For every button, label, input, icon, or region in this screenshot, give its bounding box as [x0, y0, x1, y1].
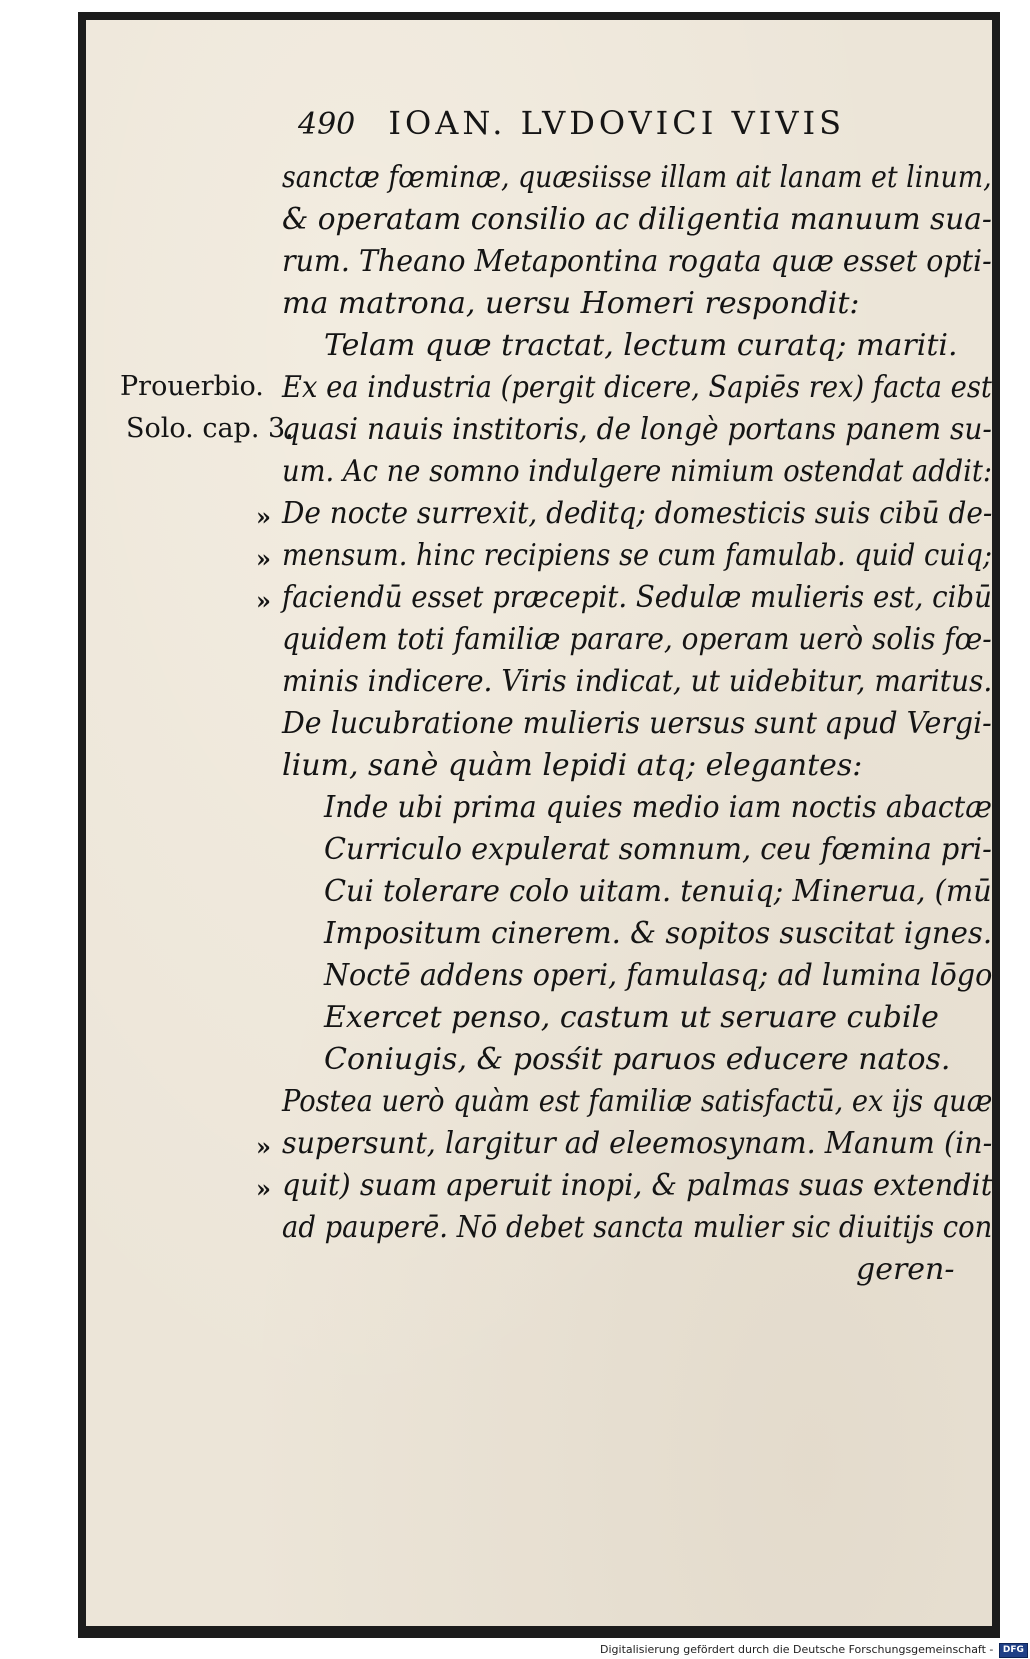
quote-mark: »: [256, 502, 271, 531]
verse-line: Curriculo expulerat somnum, ceu fœmina pri-: [324, 832, 992, 867]
verse-line: Impositum cinerem. & sopitos suscitat ignes.: [324, 916, 993, 951]
body-line: Ex ea industria (pergit dicere, Sapiēs rex) facta est: [282, 370, 992, 405]
body-line: mensum. hinc recipiens se cum famulab. quid cuiq;: [282, 538, 993, 573]
body-line: De nocte surrexit, deditq; domesticis suis cibū de-: [282, 496, 993, 531]
verse-line: Telam quæ tractat, lectum curatq; mariti.: [324, 328, 958, 363]
quote-mark: »: [256, 1174, 271, 1203]
body-line: quit) suam aperuit inopi, & palmas suas extendit: [282, 1168, 993, 1203]
quote-mark: »: [256, 544, 271, 573]
body-line: um. Ac ne somno indulgere nimium ostendat addit:: [282, 454, 993, 489]
body-line: supersunt, largitur ad eleemosynam. Manum (in-: [282, 1126, 993, 1161]
quote-mark: »: [256, 586, 271, 615]
digitization-credit: [600, 1641, 1024, 1659]
credit-text: Digitalisierung gefördert durch die Deutsche Forschungsgemeinschaft -: [600, 1643, 994, 1656]
running-head: [298, 104, 898, 142]
dfg-logo: DFG: [999, 1643, 1028, 1658]
catchword: geren-: [856, 1252, 955, 1287]
body-line: lium, sanè quàm lepidi atq; elegantes:: [282, 748, 863, 783]
body-line: ma matrona, uersu Homeri respondit:: [282, 286, 860, 321]
body-line: & operatam consilio ac diligentia manuum sua-: [282, 202, 992, 237]
body-line: Postea uerò quàm est familiæ satisfactū, ex ijs quæ: [282, 1084, 993, 1119]
verse-line: Inde ubi prima quies medio iam noctis abactæ: [324, 790, 992, 825]
body-line: minis indicere. Viris indicat, ut uidebitur, maritus.: [282, 664, 993, 699]
body-line: quidem toti familiæ parare, operam uerò solis fœ-: [282, 622, 992, 657]
verse-line: Coniugis, & posśit paruos educere natos.: [324, 1042, 951, 1077]
running-title: IOAN. LVDOVICI VIVIS: [388, 104, 845, 142]
body-line: quasi nauis institoris, de longè portans panem su-: [282, 412, 992, 447]
verse-line: Noctē addens operi, famulasq; ad lumina lōgo: [324, 958, 993, 993]
margin-gloss: Prouerbio.: [120, 371, 264, 402]
quote-mark: »: [256, 1132, 271, 1161]
margin-gloss: Solo. cap. 3.: [126, 413, 294, 444]
verse-line: Cui tolerare colo uitam. tenuiq; Minerua, (mū: [324, 874, 992, 909]
verse-line: Exercet penso, castum ut seruare cubile: [324, 1000, 939, 1035]
body-line: faciendū esset præcepit. Sedulæ mulieris est, cibū: [282, 580, 992, 615]
page-number: 490: [298, 107, 356, 142]
body-line: sanctæ fœminæ, quæsiisse illam ait lanam et linum,: [282, 160, 992, 195]
body-line: rum. Theano Metapontina rogata quæ esset opti-: [282, 244, 992, 279]
body-line: De lucubratione mulieris uersus sunt apud Vergi-: [282, 706, 992, 741]
body-line: ad pauperē. Nō debet sancta mulier sic diuitijs con: [282, 1210, 993, 1245]
